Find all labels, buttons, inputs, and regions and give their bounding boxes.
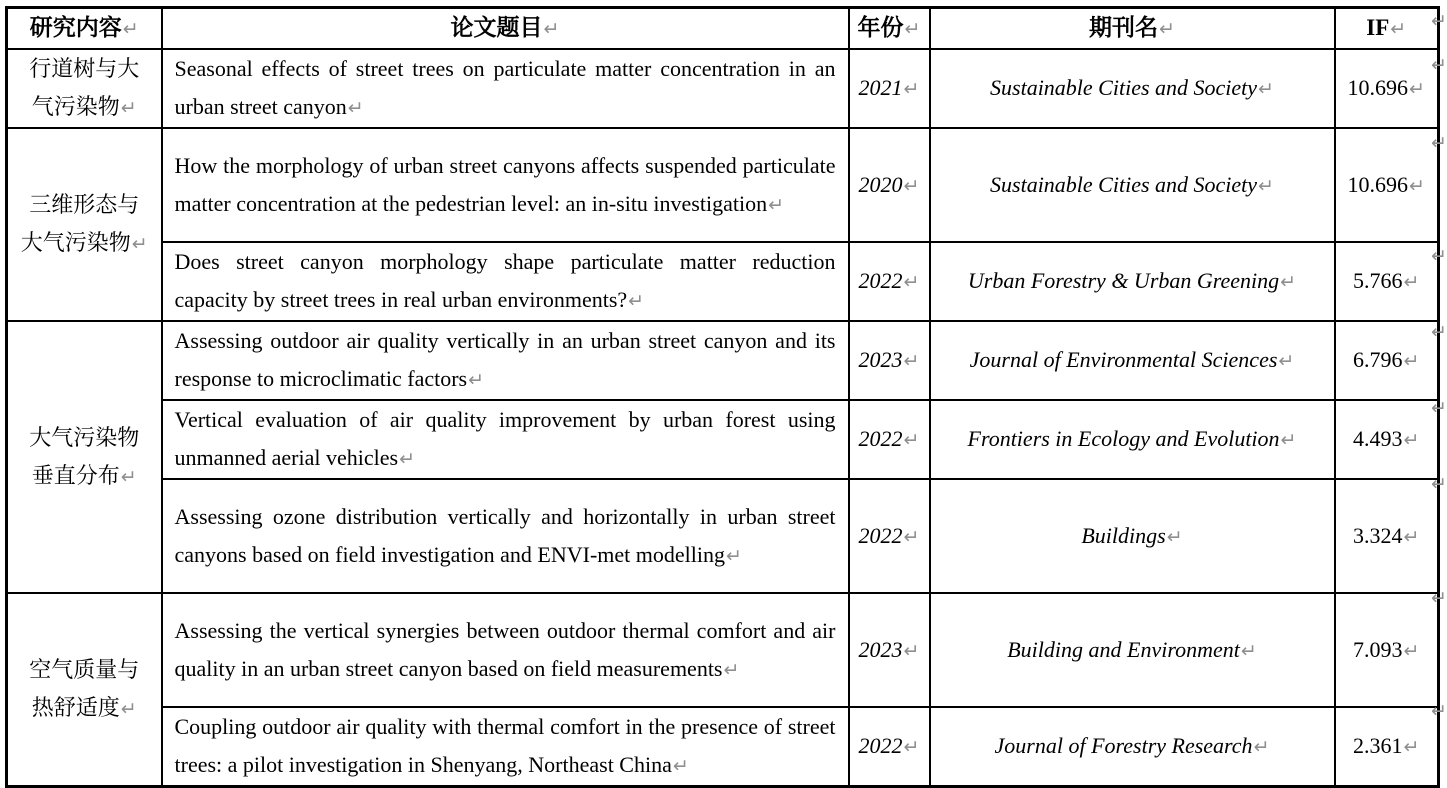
paper-title-cell	[162, 128, 849, 242]
header-impact-factor	[1335, 8, 1439, 50]
end-of-cell-mark-icon: ↵	[131, 233, 148, 255]
impact-factor-cell	[1335, 242, 1439, 321]
end-of-cell-mark-icon: ↵	[122, 18, 139, 40]
year-text: 2022	[858, 522, 903, 548]
journal-text: Buildings	[1081, 522, 1166, 548]
year-text: 2023	[858, 347, 903, 372]
table-row	[7, 321, 1439, 400]
journal-text: Sustainable Cities and Society	[990, 171, 1258, 197]
journal-text: Sustainable Cities and Society	[990, 75, 1258, 100]
end-of-cell-mark-icon: ↵	[723, 658, 740, 681]
end-of-cell-mark-icon: ↵	[1280, 271, 1297, 293]
journal-cell	[930, 49, 1335, 128]
header-label: 研究内容	[29, 15, 122, 40]
journal-cell	[930, 242, 1335, 321]
end-of-cell-mark-icon: ↵	[1278, 350, 1295, 372]
end-of-row-mark-icon: ↵	[1431, 54, 1447, 76]
end-of-cell-mark-icon: ↵	[1403, 736, 1420, 758]
header-label: IF	[1366, 15, 1390, 40]
research-topic-text: 行道树与大气污染物	[29, 56, 140, 119]
table-row	[7, 593, 1439, 707]
paper-title-cell	[162, 593, 849, 707]
end-of-cell-mark-icon: ↵	[1403, 429, 1420, 451]
end-of-cell-mark-icon: ↵	[672, 755, 689, 777]
table-row	[7, 242, 1439, 321]
end-of-cell-mark-icon: ↵	[1403, 350, 1420, 372]
impact-factor-text: 4.493	[1353, 426, 1403, 451]
end-of-cell-mark-icon: ↵	[1403, 271, 1420, 293]
end-of-cell-mark-icon: ↵	[903, 271, 920, 293]
table-row	[7, 707, 1439, 787]
paper-title-cell	[162, 49, 849, 128]
impact-factor-text: 6.796	[1353, 347, 1403, 372]
impact-factor-cell	[1335, 593, 1439, 707]
journal-cell	[930, 593, 1335, 707]
end-of-row-mark-icon: ↵	[1431, 10, 1447, 32]
research-topic-cell	[7, 128, 162, 321]
year-cell	[849, 321, 930, 400]
impact-factor-cell	[1335, 400, 1439, 479]
impact-factor-cell	[1335, 321, 1439, 400]
end-of-row-mark-icon: ↵	[1431, 397, 1447, 419]
impact-factor-cell	[1335, 128, 1439, 242]
end-of-cell-mark-icon: ↵	[1240, 639, 1257, 662]
end-of-cell-mark-icon: ↵	[903, 525, 920, 548]
paper-title-cell	[162, 242, 849, 321]
year-cell	[849, 128, 930, 242]
end-of-cell-mark-icon: ↵	[1258, 78, 1274, 100]
end-of-cell-mark-icon: ↵	[347, 97, 364, 119]
end-of-row-mark-icon: ↵	[1431, 587, 1447, 609]
end-of-cell-mark-icon: ↵	[468, 369, 485, 391]
paper-title-cell	[162, 400, 849, 479]
journal-cell	[930, 479, 1335, 593]
end-of-cell-mark-icon: ↵	[1166, 525, 1183, 548]
paper-title-text: Coupling outdoor air quality with thermal comfort in the presence of street trees: a pilot investigation in Shenyang, Northeast China	[174, 714, 836, 777]
journal-text: Frontiers in Ecology and Evolution	[967, 426, 1280, 451]
research-topic-text: 大气污染物垂直分布	[29, 424, 140, 488]
impact-factor-cell	[1335, 49, 1439, 128]
end-of-cell-mark-icon: ↵	[903, 174, 920, 197]
journal-text: Building and Environment	[1007, 636, 1240, 662]
publications-table	[5, 6, 1440, 788]
end-of-cell-mark-icon: ↵	[1253, 736, 1270, 758]
impact-factor-text: 5.766	[1353, 268, 1403, 293]
header-year	[849, 8, 930, 50]
paper-title-text: Vertical evaluation of air quality improvement by urban forest using unmanned aerial vehicles	[174, 407, 836, 470]
end-of-cell-mark-icon: ↵	[903, 429, 920, 451]
header-paper-title	[162, 8, 849, 50]
year-text: 2020	[858, 171, 903, 197]
end-of-cell-mark-icon: ↵	[1390, 18, 1407, 40]
year-cell	[849, 479, 930, 593]
impact-factor-cell	[1335, 479, 1439, 593]
end-of-cell-mark-icon: ↵	[1403, 639, 1420, 662]
end-of-cell-mark-icon: ↵	[543, 18, 560, 40]
research-topic-text: 三维形态与大气污染物	[20, 192, 140, 255]
end-of-cell-mark-icon: ↵	[725, 544, 742, 567]
end-of-cell-mark-icon: ↵	[1409, 78, 1425, 100]
journal-text: Journal of Environmental Sciences	[969, 347, 1278, 372]
journal-cell	[930, 707, 1335, 787]
end-of-cell-mark-icon: ↵	[399, 448, 415, 470]
paper-title-text: How the morphology of urban street canyons affects suspended particulate matter concentration at the pedestrian level: an in-situ investigation	[174, 152, 836, 216]
year-text: 2022	[858, 268, 903, 293]
paper-title-cell	[162, 321, 849, 400]
table-row	[7, 49, 1439, 128]
impact-factor-cell	[1335, 707, 1439, 787]
end-of-row-mark-icon: ↵	[1431, 245, 1447, 267]
year-cell	[849, 707, 930, 787]
paper-title-text: Seasonal effects of street trees on particulate matter concentration in an urban street canyon	[174, 56, 836, 119]
journal-cell	[930, 321, 1335, 400]
end-of-cell-mark-icon: ↵	[1280, 429, 1297, 451]
header-label: 期刊名	[1089, 15, 1159, 40]
header-label: 年份	[857, 15, 904, 40]
end-of-cell-mark-icon: ↵	[903, 78, 920, 100]
impact-factor-text: 2.361	[1353, 733, 1403, 758]
end-of-cell-mark-icon: ↵	[903, 639, 920, 662]
table-header-row	[7, 8, 1439, 50]
paper-title-text: Does street canyon morphology shape particulate matter reduction capacity by street trees in real urban environments?	[174, 249, 836, 312]
end-of-cell-mark-icon: ↵	[903, 736, 920, 758]
impact-factor-text: 3.324	[1353, 522, 1403, 548]
header-research-topic	[7, 8, 162, 50]
year-text: 2021	[858, 75, 903, 100]
journal-text: Urban Forestry & Urban Greening	[967, 268, 1280, 293]
paper-title-cell	[162, 479, 849, 593]
research-topic-text: 空气质量与热舒适度	[29, 657, 140, 720]
end-of-cell-mark-icon: ↵	[768, 193, 785, 216]
year-cell	[849, 242, 930, 321]
research-topic-cell	[7, 593, 162, 787]
end-of-cell-mark-icon: ↵	[628, 290, 645, 312]
end-of-cell-mark-icon: ↵	[904, 18, 921, 40]
year-text: 2022	[858, 426, 903, 451]
journal-cell	[930, 400, 1335, 479]
table-row	[7, 400, 1439, 479]
end-of-cell-mark-icon: ↵	[903, 350, 920, 372]
end-of-cell-mark-icon: ↵	[120, 465, 137, 488]
journal-cell	[930, 128, 1335, 242]
research-topic-cell	[7, 321, 162, 593]
impact-factor-text: 10.696	[1347, 171, 1409, 197]
header-label: 论文题目	[450, 15, 543, 40]
end-of-row-mark-icon: ↵	[1431, 473, 1447, 495]
table-row	[7, 479, 1439, 593]
impact-factor-text: 7.093	[1353, 636, 1403, 662]
paper-title-text: Assessing outdoor air quality vertically in an urban street canyon and its response to microclimatic factors	[174, 328, 836, 391]
year-text: 2022	[858, 733, 903, 758]
year-cell	[849, 593, 930, 707]
end-of-row-mark-icon: ↵	[1431, 321, 1447, 343]
paper-title-cell	[162, 707, 849, 787]
impact-factor-text: 10.696	[1347, 75, 1409, 100]
end-of-cell-mark-icon: ↵	[120, 97, 137, 119]
end-of-cell-mark-icon: ↵	[1403, 525, 1420, 548]
end-of-cell-mark-icon: ↵	[120, 698, 137, 720]
year-cell	[849, 400, 930, 479]
year-text: 2023	[858, 636, 903, 662]
year-cell	[849, 49, 930, 128]
journal-text: Journal of Forestry Research	[994, 733, 1253, 758]
paper-title-text: Assessing ozone distribution vertically and horizontally in urban street canyons based on field investigation and ENVI-met modelling	[174, 503, 836, 567]
end-of-row-mark-icon: ↵	[1431, 700, 1447, 722]
end-of-row-mark-icon: ↵	[1431, 132, 1447, 154]
end-of-cell-mark-icon: ↵	[1409, 174, 1425, 197]
table-row	[7, 128, 1439, 242]
end-of-cell-mark-icon: ↵	[1258, 174, 1274, 197]
research-topic-cell	[7, 49, 162, 128]
header-journal	[930, 8, 1335, 50]
end-of-cell-mark-icon: ↵	[1159, 18, 1175, 40]
paper-title-text: Assessing the vertical synergies between outdoor thermal comfort and air quality in an urban street canyon based on field measurements	[174, 617, 836, 681]
